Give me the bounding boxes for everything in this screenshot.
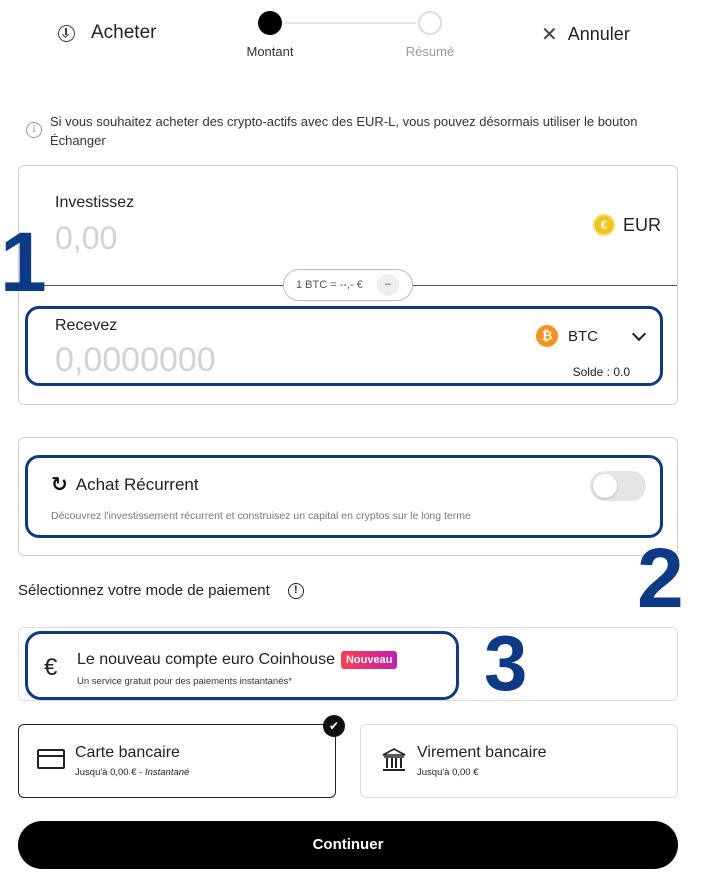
coinhouse-subtitle: Un service gratuit pour des paiements instantanés* xyxy=(77,676,292,687)
crypto-select[interactable] xyxy=(536,325,650,347)
recurring-toggle[interactable] xyxy=(590,471,646,501)
recurring-title xyxy=(51,475,199,495)
card-payment-option[interactable] xyxy=(18,719,340,798)
receive-amount-input[interactable]: 0,0000000 xyxy=(55,341,216,379)
toggle-knob xyxy=(593,474,617,498)
card-title: Carte bancaire xyxy=(75,744,180,761)
btc-label: BTC xyxy=(568,327,598,345)
buy-label: Acheter xyxy=(91,22,157,43)
step-label-summary: Résumé xyxy=(405,44,455,59)
card-subtitle xyxy=(75,767,189,778)
new-badge: Nouveau xyxy=(341,651,397,669)
info-icon[interactable]: ! xyxy=(288,583,304,599)
stepper xyxy=(240,10,470,60)
cancel-label: Annuler xyxy=(567,24,630,44)
euro-coin-icon: € xyxy=(593,214,615,236)
transfer-payment-option[interactable] xyxy=(360,724,678,798)
download-icon xyxy=(58,25,75,42)
balance-text: Solde : 0.0 xyxy=(572,365,630,379)
amount-card xyxy=(18,165,678,405)
rate-text: 1 BTC = --,- € xyxy=(296,279,363,291)
eur-label: EUR xyxy=(622,214,661,235)
eur-currency xyxy=(593,214,661,236)
step-dot-active xyxy=(258,11,282,35)
payment-title xyxy=(18,582,304,599)
cancel-button[interactable] xyxy=(541,24,630,45)
step-dot-inactive xyxy=(418,11,442,35)
credit-card-icon xyxy=(37,749,65,769)
buy-title xyxy=(58,22,156,44)
coinhouse-title-text: Le nouveau compte euro Coinhouse xyxy=(77,651,335,668)
coinhouse-title xyxy=(77,651,397,669)
step-line xyxy=(284,22,416,24)
receive-section xyxy=(25,306,663,386)
rate-refresh-button[interactable]: -- xyxy=(377,274,399,296)
annotation-number-3: 3 xyxy=(484,619,528,707)
exchange-rate xyxy=(283,269,413,301)
step-label-amount: Montant xyxy=(246,44,294,59)
info-text: Si vous souhaitez acheter des crypto-actifs avec des EUR-L, vous pouvez désormais utiliser le bouton Échanger xyxy=(50,114,638,148)
receive-label: Recevez xyxy=(55,317,118,334)
header xyxy=(0,0,703,70)
info-notice xyxy=(26,112,676,150)
recurring-section xyxy=(25,455,663,538)
info-icon: i xyxy=(26,122,42,138)
transfer-title: Virement bancaire xyxy=(417,744,547,761)
recurring-label: Achat Récurrent xyxy=(75,475,199,494)
card-instant: Instantané xyxy=(144,767,190,778)
invest-label: Investissez xyxy=(55,194,135,211)
refresh-icon: ↻ xyxy=(51,474,68,496)
bank-icon xyxy=(381,747,407,773)
coinhouse-option[interactable] xyxy=(18,627,678,701)
recurring-card xyxy=(18,437,678,556)
coinhouse-highlight xyxy=(25,631,459,700)
check-icon: ✔ xyxy=(323,715,345,737)
transfer-subtitle: Jusqu'à 0,00 € xyxy=(417,767,479,778)
payment-title-text: Sélectionnez votre mode de paiement xyxy=(18,582,270,599)
annotation-number-2: 2 xyxy=(637,531,684,625)
invest-amount-input[interactable]: 0,00 xyxy=(55,220,118,256)
bitcoin-icon: ₿ xyxy=(536,325,558,347)
recurring-description: Découvrez l'investissement récurrent et construisez un capital en cryptos sur le long terme xyxy=(51,510,471,522)
continue-button[interactable]: Continuer xyxy=(18,821,678,869)
card-limit: Jusqu'à 0,00 € - xyxy=(75,767,145,778)
close-icon: ✕ xyxy=(541,23,558,46)
chevron-down-icon xyxy=(632,327,646,341)
euro-icon: € xyxy=(44,654,58,681)
annotation-number-1: 1 xyxy=(0,215,47,309)
